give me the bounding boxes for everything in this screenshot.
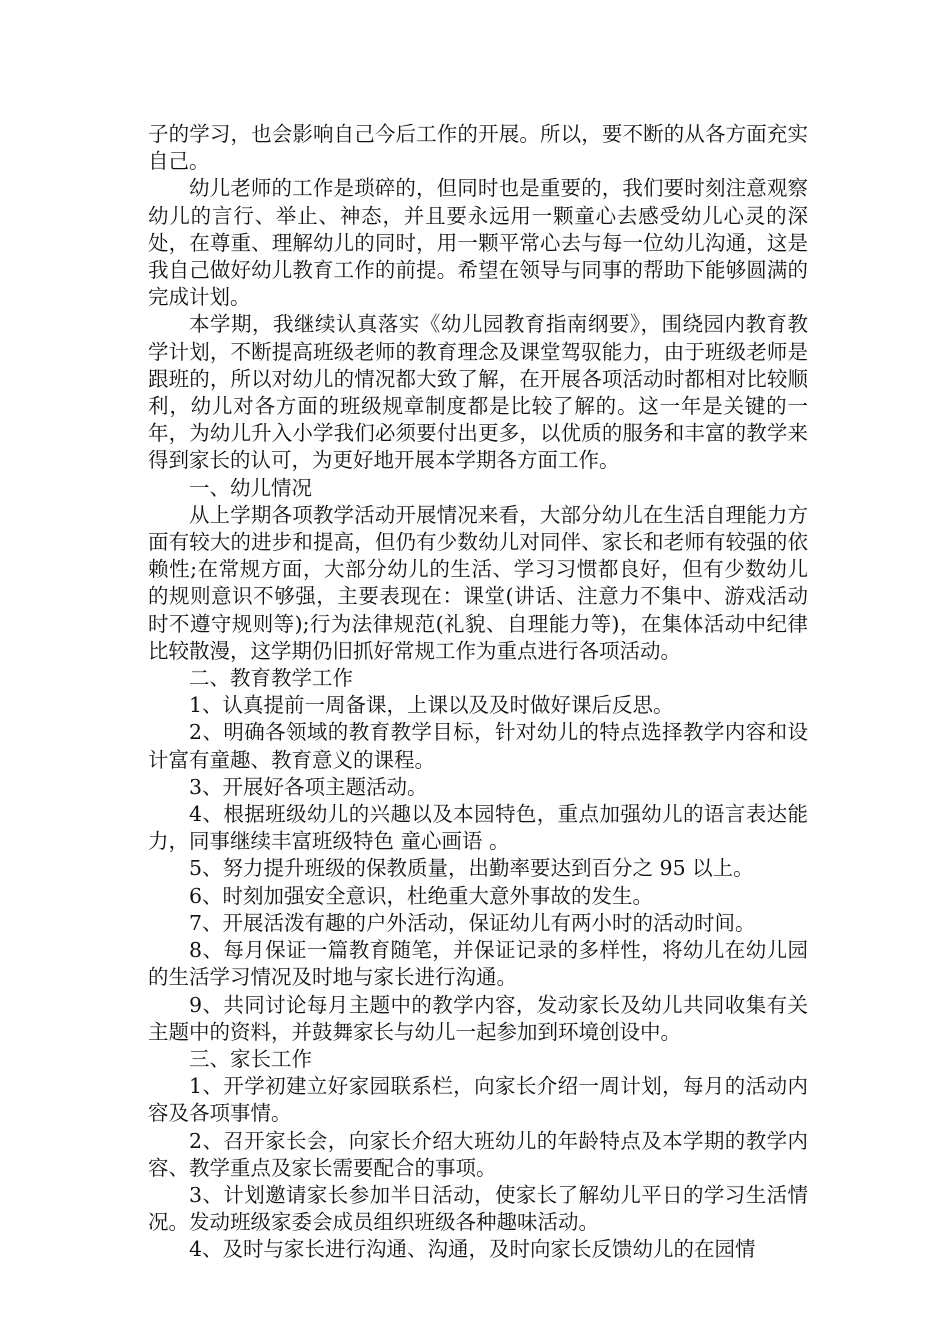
list-item: 5、努力提升班级的保教质量，出勤率要达到百分之 95 以上。 [189, 856, 754, 881]
list-item: 1、开学初建立好家园联系栏，向家长介绍一周计划，每月的活动内容及各项事情。 [148, 1074, 808, 1126]
list-item: 6、时刻加强安全意识，杜绝重大意外事故的发生。 [189, 883, 654, 908]
paragraph: 本学期，我继续认真落实《幼儿园教育指南纲要》，围绕园内教育教学计划，不断提高班级老师的教育理念及课堂驾驭能力，由于班级老师是跟班的，所以对幼儿的情况都大致了解，在开展各项活动时都相对比较顺利，幼儿对各方面的班级规章制度都是比较了解的。这一年是关键的一年，为幼儿升入小学我们必须要付出更多，以优质的服务和丰富的教学来得到家长的认可，为更好地开展本学期各方面工作。 [148, 312, 808, 473]
list-item: 4、及时与家长进行沟通、沟通，及时向家长反馈幼儿的在园情 [189, 1237, 756, 1262]
list-item: 3、计划邀请家长参加半日活动，使家长了解幼儿平日的学习生活情况。发动班级家委会成员组织班级各种趣味活动。 [148, 1182, 808, 1235]
section-heading: 二、教育教学工作 [189, 666, 353, 691]
list-item: 4、根据班级幼儿的兴趣以及本园特色，重点加强幼儿的语言表达能力，同事继续丰富班级特色 童心画语 。 [148, 802, 808, 854]
list-item: 7、开展活泼有趣的户外活动，保证幼儿有两小时的活动时间。 [189, 910, 756, 935]
section-heading: 三、家长工作 [189, 1046, 312, 1071]
paragraph: 幼儿老师的工作是琐碎的，但同时也是重要的，我们要时刻注意观察幼儿的言行、举止、神态，并且要永远用一颗童心去感受幼儿心灵的深处，在尊重、理解幼儿的同时，用一颗平常心去与每一位幼儿沟通，这是我自己做好幼儿教育工作的前提。希望在领导与同事的帮助下能够圆满的完成计划。 [148, 176, 808, 310]
list-item: 8、每月保证一篇教育随笔，并保证记录的多样性，将幼儿在幼儿园的生活学习情况及时地与家长进行沟通。 [148, 938, 808, 990]
list-item: 9、共同讨论每月主题中的教学内容，发动家长及幼儿共同收集有关主题中的资料，并鼓舞家长与幼儿一起参加到环境创设中。 [148, 992, 808, 1044]
list-item: 2、召开家长会，向家长介绍大班幼儿的年龄特点及本学期的教学内容、教学重点及家长需要配合的事项。 [148, 1128, 808, 1180]
list-item: 2、明确各领域的教育教学目标，针对幼儿的特点选择教学内容和设计富有童趣、教育意义的课程。 [148, 720, 808, 772]
list-item: 1、认真提前一周备课，上课以及及时做好课后反思。 [189, 693, 674, 718]
paragraph: 从上学期各项教学活动开展情况来看，大部分幼儿在生活自理能力方面有较大的进步和提高，但仍有少数幼儿对同伴、家长和老师有较强的依赖性;在常规方面，大部分幼儿的生活、学习习惯都良好，但有少数幼儿的规则意识不够强，主要表现在：课堂(讲话、注意力不集中、游戏活动时不遵守规则等);行为法律规范(礼貌、自理能力等)，在集体活动中纪律比较散漫，这学期仍旧抓好常规工作为重点进行各项活动。 [148, 502, 808, 663]
section-heading: 一、幼儿情况 [189, 475, 312, 500]
list-item: 3、开展好各项主题活动。 [189, 774, 428, 799]
document-body [148, 121, 808, 1264]
paragraph: 子的学习，也会影响自己今后工作的开展。所以，要不断的从各方面充实 自己。 [148, 122, 808, 174]
